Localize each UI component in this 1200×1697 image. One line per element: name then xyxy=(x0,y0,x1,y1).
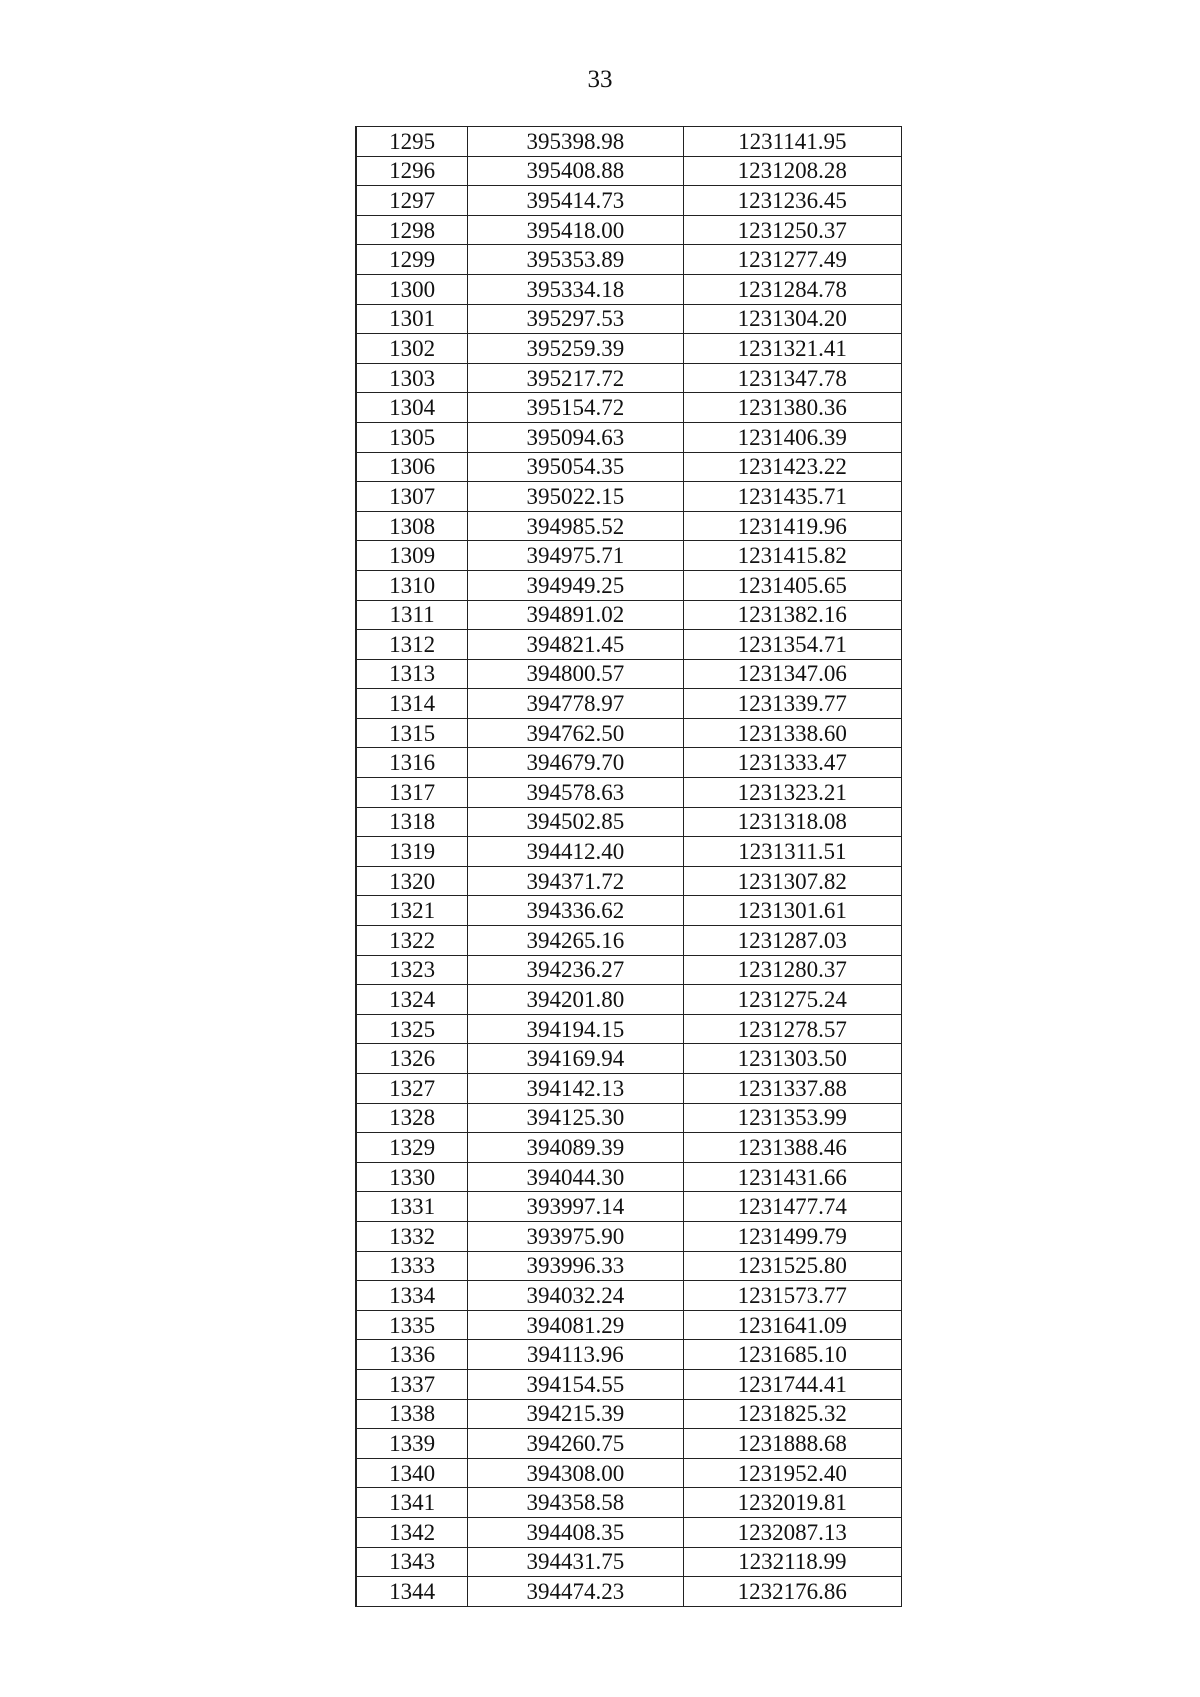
y-coordinate-cell: 1231236.45 xyxy=(683,186,901,216)
y-coordinate-cell: 1231415.82 xyxy=(683,541,901,571)
table-row xyxy=(356,1517,902,1547)
y-coordinate-cell: 1231825.32 xyxy=(683,1399,901,1429)
point-number-cell: 1295 xyxy=(356,127,468,157)
y-coordinate-cell: 1231284.78 xyxy=(683,274,901,304)
point-number-cell: 1330 xyxy=(356,1162,468,1192)
table-row xyxy=(356,1192,902,1222)
y-coordinate-cell: 1231347.78 xyxy=(683,363,901,393)
point-number-cell: 1338 xyxy=(356,1399,468,1429)
y-coordinate-cell: 1231275.24 xyxy=(683,985,901,1015)
x-coordinate-cell: 395398.98 xyxy=(468,127,683,157)
table-row xyxy=(356,1251,902,1281)
y-coordinate-cell: 1231888.68 xyxy=(683,1429,901,1459)
coordinates-table xyxy=(355,126,902,1607)
point-number-cell: 1312 xyxy=(356,630,468,660)
point-number-cell: 1317 xyxy=(356,778,468,808)
y-coordinate-cell: 1231318.08 xyxy=(683,807,901,837)
y-coordinate-cell: 1231321.41 xyxy=(683,334,901,364)
y-coordinate-cell: 1231499.79 xyxy=(683,1221,901,1251)
table-row xyxy=(356,511,902,541)
point-number-cell: 1311 xyxy=(356,600,468,630)
table-row xyxy=(356,1074,902,1104)
y-coordinate-cell: 1231337.88 xyxy=(683,1074,901,1104)
table-row xyxy=(356,955,902,985)
y-coordinate-cell: 1231301.61 xyxy=(683,896,901,926)
point-number-cell: 1304 xyxy=(356,393,468,423)
point-number-cell: 1335 xyxy=(356,1310,468,1340)
table-row xyxy=(356,807,902,837)
x-coordinate-cell: 394502.85 xyxy=(468,807,683,837)
table-row xyxy=(356,985,902,1015)
x-coordinate-cell: 394949.25 xyxy=(468,570,683,600)
point-number-cell: 1296 xyxy=(356,156,468,186)
table-row xyxy=(356,1310,902,1340)
point-number-cell: 1309 xyxy=(356,541,468,571)
y-coordinate-cell: 1231423.22 xyxy=(683,452,901,482)
table-row xyxy=(356,1458,902,1488)
table-row xyxy=(356,1488,902,1518)
x-coordinate-cell: 394215.39 xyxy=(468,1399,683,1429)
y-coordinate-cell: 1232176.86 xyxy=(683,1577,901,1607)
table-row xyxy=(356,422,902,452)
x-coordinate-cell: 394412.40 xyxy=(468,837,683,867)
y-coordinate-cell: 1231405.65 xyxy=(683,570,901,600)
y-coordinate-cell: 1231333.47 xyxy=(683,748,901,778)
y-coordinate-cell: 1231380.36 xyxy=(683,393,901,423)
x-coordinate-cell: 394778.97 xyxy=(468,689,683,719)
x-coordinate-cell: 394800.57 xyxy=(468,659,683,689)
x-coordinate-cell: 394336.62 xyxy=(468,896,683,926)
point-number-cell: 1319 xyxy=(356,837,468,867)
x-coordinate-cell: 394089.39 xyxy=(468,1133,683,1163)
point-number-cell: 1343 xyxy=(356,1547,468,1577)
x-coordinate-cell: 393996.33 xyxy=(468,1251,683,1281)
table-row xyxy=(356,1577,902,1607)
table-row xyxy=(356,659,902,689)
point-number-cell: 1316 xyxy=(356,748,468,778)
y-coordinate-cell: 1231347.06 xyxy=(683,659,901,689)
y-coordinate-cell: 1232087.13 xyxy=(683,1517,901,1547)
table-row xyxy=(356,1429,902,1459)
y-coordinate-cell: 1231323.21 xyxy=(683,778,901,808)
x-coordinate-cell: 394201.80 xyxy=(468,985,683,1015)
table-row xyxy=(356,541,902,571)
x-coordinate-cell: 394308.00 xyxy=(468,1458,683,1488)
x-coordinate-cell: 395054.35 xyxy=(468,452,683,482)
y-coordinate-cell: 1231353.99 xyxy=(683,1103,901,1133)
x-coordinate-cell: 394032.24 xyxy=(468,1281,683,1311)
y-coordinate-cell: 1231304.20 xyxy=(683,304,901,334)
y-coordinate-cell: 1231141.95 xyxy=(683,127,901,157)
table-row xyxy=(356,304,902,334)
point-number-cell: 1340 xyxy=(356,1458,468,1488)
table-row xyxy=(356,274,902,304)
x-coordinate-cell: 395297.53 xyxy=(468,304,683,334)
x-coordinate-cell: 394578.63 xyxy=(468,778,683,808)
x-coordinate-cell: 395408.88 xyxy=(468,156,683,186)
y-coordinate-cell: 1231280.37 xyxy=(683,955,901,985)
point-number-cell: 1321 xyxy=(356,896,468,926)
x-coordinate-cell: 394113.96 xyxy=(468,1340,683,1370)
table-row xyxy=(356,1162,902,1192)
x-coordinate-cell: 394371.72 xyxy=(468,866,683,896)
table-row xyxy=(356,245,902,275)
y-coordinate-cell: 1231744.41 xyxy=(683,1369,901,1399)
y-coordinate-cell: 1231354.71 xyxy=(683,630,901,660)
point-number-cell: 1301 xyxy=(356,304,468,334)
y-coordinate-cell: 1231208.28 xyxy=(683,156,901,186)
table-row xyxy=(356,393,902,423)
table-row xyxy=(356,1399,902,1429)
table-row xyxy=(356,482,902,512)
y-coordinate-cell: 1231525.80 xyxy=(683,1251,901,1281)
point-number-cell: 1310 xyxy=(356,570,468,600)
point-number-cell: 1342 xyxy=(356,1517,468,1547)
table-row xyxy=(356,778,902,808)
table-row xyxy=(356,1281,902,1311)
point-number-cell: 1313 xyxy=(356,659,468,689)
table-row xyxy=(356,896,902,926)
x-coordinate-cell: 394408.35 xyxy=(468,1517,683,1547)
x-coordinate-cell: 394431.75 xyxy=(468,1547,683,1577)
point-number-cell: 1332 xyxy=(356,1221,468,1251)
y-coordinate-cell: 1231573.77 xyxy=(683,1281,901,1311)
table-row xyxy=(356,748,902,778)
point-number-cell: 1318 xyxy=(356,807,468,837)
point-number-cell: 1306 xyxy=(356,452,468,482)
x-coordinate-cell: 394125.30 xyxy=(468,1103,683,1133)
x-coordinate-cell: 395418.00 xyxy=(468,215,683,245)
x-coordinate-cell: 395334.18 xyxy=(468,274,683,304)
table-row xyxy=(356,866,902,896)
table-row xyxy=(356,1014,902,1044)
point-number-cell: 1320 xyxy=(356,866,468,896)
page-number: 33 xyxy=(587,66,613,93)
table-row xyxy=(356,926,902,956)
point-number-cell: 1339 xyxy=(356,1429,468,1459)
x-coordinate-cell: 393975.90 xyxy=(468,1221,683,1251)
y-coordinate-cell: 1231311.51 xyxy=(683,837,901,867)
point-number-cell: 1315 xyxy=(356,718,468,748)
y-coordinate-cell: 1231307.82 xyxy=(683,866,901,896)
y-coordinate-cell: 1232019.81 xyxy=(683,1488,901,1518)
table-row xyxy=(356,156,902,186)
x-coordinate-cell: 395154.72 xyxy=(468,393,683,423)
table-row xyxy=(356,1369,902,1399)
y-coordinate-cell: 1231277.49 xyxy=(683,245,901,275)
y-coordinate-cell: 1231641.09 xyxy=(683,1310,901,1340)
table-row xyxy=(356,689,902,719)
x-coordinate-cell: 394762.50 xyxy=(468,718,683,748)
point-number-cell: 1334 xyxy=(356,1281,468,1311)
point-number-cell: 1300 xyxy=(356,274,468,304)
y-coordinate-cell: 1231303.50 xyxy=(683,1044,901,1074)
point-number-cell: 1331 xyxy=(356,1192,468,1222)
y-coordinate-cell: 1231435.71 xyxy=(683,482,901,512)
x-coordinate-cell: 394194.15 xyxy=(468,1014,683,1044)
x-coordinate-cell: 394821.45 xyxy=(468,630,683,660)
x-coordinate-cell: 394142.13 xyxy=(468,1074,683,1104)
y-coordinate-cell: 1231685.10 xyxy=(683,1340,901,1370)
point-number-cell: 1336 xyxy=(356,1340,468,1370)
x-coordinate-cell: 394081.29 xyxy=(468,1310,683,1340)
y-coordinate-cell: 1231406.39 xyxy=(683,422,901,452)
coordinates-table-body xyxy=(356,127,902,1607)
x-coordinate-cell: 394975.71 xyxy=(468,541,683,571)
y-coordinate-cell: 1231431.66 xyxy=(683,1162,901,1192)
point-number-cell: 1337 xyxy=(356,1369,468,1399)
x-coordinate-cell: 394260.75 xyxy=(468,1429,683,1459)
point-number-cell: 1302 xyxy=(356,334,468,364)
table-row xyxy=(356,334,902,364)
x-coordinate-cell: 394474.23 xyxy=(468,1577,683,1607)
point-number-cell: 1344 xyxy=(356,1577,468,1607)
point-number-cell: 1329 xyxy=(356,1133,468,1163)
y-coordinate-cell: 1231338.60 xyxy=(683,718,901,748)
x-coordinate-cell: 395259.39 xyxy=(468,334,683,364)
y-coordinate-cell: 1231382.16 xyxy=(683,600,901,630)
table-row xyxy=(356,570,902,600)
point-number-cell: 1322 xyxy=(356,926,468,956)
table-row xyxy=(356,452,902,482)
point-number-cell: 1305 xyxy=(356,422,468,452)
y-coordinate-cell: 1231278.57 xyxy=(683,1014,901,1044)
point-number-cell: 1299 xyxy=(356,245,468,275)
table-row xyxy=(356,630,902,660)
x-coordinate-cell: 395414.73 xyxy=(468,186,683,216)
point-number-cell: 1333 xyxy=(356,1251,468,1281)
y-coordinate-cell: 1231952.40 xyxy=(683,1458,901,1488)
table-row xyxy=(356,1340,902,1370)
x-coordinate-cell: 394044.30 xyxy=(468,1162,683,1192)
point-number-cell: 1298 xyxy=(356,215,468,245)
point-number-cell: 1303 xyxy=(356,363,468,393)
point-number-cell: 1328 xyxy=(356,1103,468,1133)
point-number-cell: 1324 xyxy=(356,985,468,1015)
table-row xyxy=(356,1044,902,1074)
table-row xyxy=(356,1221,902,1251)
x-coordinate-cell: 395094.63 xyxy=(468,422,683,452)
table-row xyxy=(356,1103,902,1133)
y-coordinate-cell: 1231287.03 xyxy=(683,926,901,956)
x-coordinate-cell: 394985.52 xyxy=(468,511,683,541)
table-row xyxy=(356,186,902,216)
table-row xyxy=(356,600,902,630)
point-number-cell: 1341 xyxy=(356,1488,468,1518)
point-number-cell: 1325 xyxy=(356,1014,468,1044)
point-number-cell: 1308 xyxy=(356,511,468,541)
y-coordinate-cell: 1231419.96 xyxy=(683,511,901,541)
point-number-cell: 1326 xyxy=(356,1044,468,1074)
x-coordinate-cell: 394358.58 xyxy=(468,1488,683,1518)
table-row xyxy=(356,363,902,393)
table-row xyxy=(356,215,902,245)
point-number-cell: 1323 xyxy=(356,955,468,985)
point-number-cell: 1314 xyxy=(356,689,468,719)
x-coordinate-cell: 394236.27 xyxy=(468,955,683,985)
x-coordinate-cell: 394154.55 xyxy=(468,1369,683,1399)
x-coordinate-cell: 394891.02 xyxy=(468,600,683,630)
point-number-cell: 1327 xyxy=(356,1074,468,1104)
y-coordinate-cell: 1232118.99 xyxy=(683,1547,901,1577)
x-coordinate-cell: 395022.15 xyxy=(468,482,683,512)
x-coordinate-cell: 394169.94 xyxy=(468,1044,683,1074)
table-row xyxy=(356,718,902,748)
y-coordinate-cell: 1231477.74 xyxy=(683,1192,901,1222)
table-row xyxy=(356,127,902,157)
point-number-cell: 1307 xyxy=(356,482,468,512)
point-number-cell: 1297 xyxy=(356,186,468,216)
table-row xyxy=(356,1133,902,1163)
x-coordinate-cell: 393997.14 xyxy=(468,1192,683,1222)
table-row xyxy=(356,837,902,867)
y-coordinate-cell: 1231339.77 xyxy=(683,689,901,719)
table-row xyxy=(356,1547,902,1577)
y-coordinate-cell: 1231250.37 xyxy=(683,215,901,245)
x-coordinate-cell: 395353.89 xyxy=(468,245,683,275)
x-coordinate-cell: 394265.16 xyxy=(468,926,683,956)
x-coordinate-cell: 395217.72 xyxy=(468,363,683,393)
y-coordinate-cell: 1231388.46 xyxy=(683,1133,901,1163)
x-coordinate-cell: 394679.70 xyxy=(468,748,683,778)
